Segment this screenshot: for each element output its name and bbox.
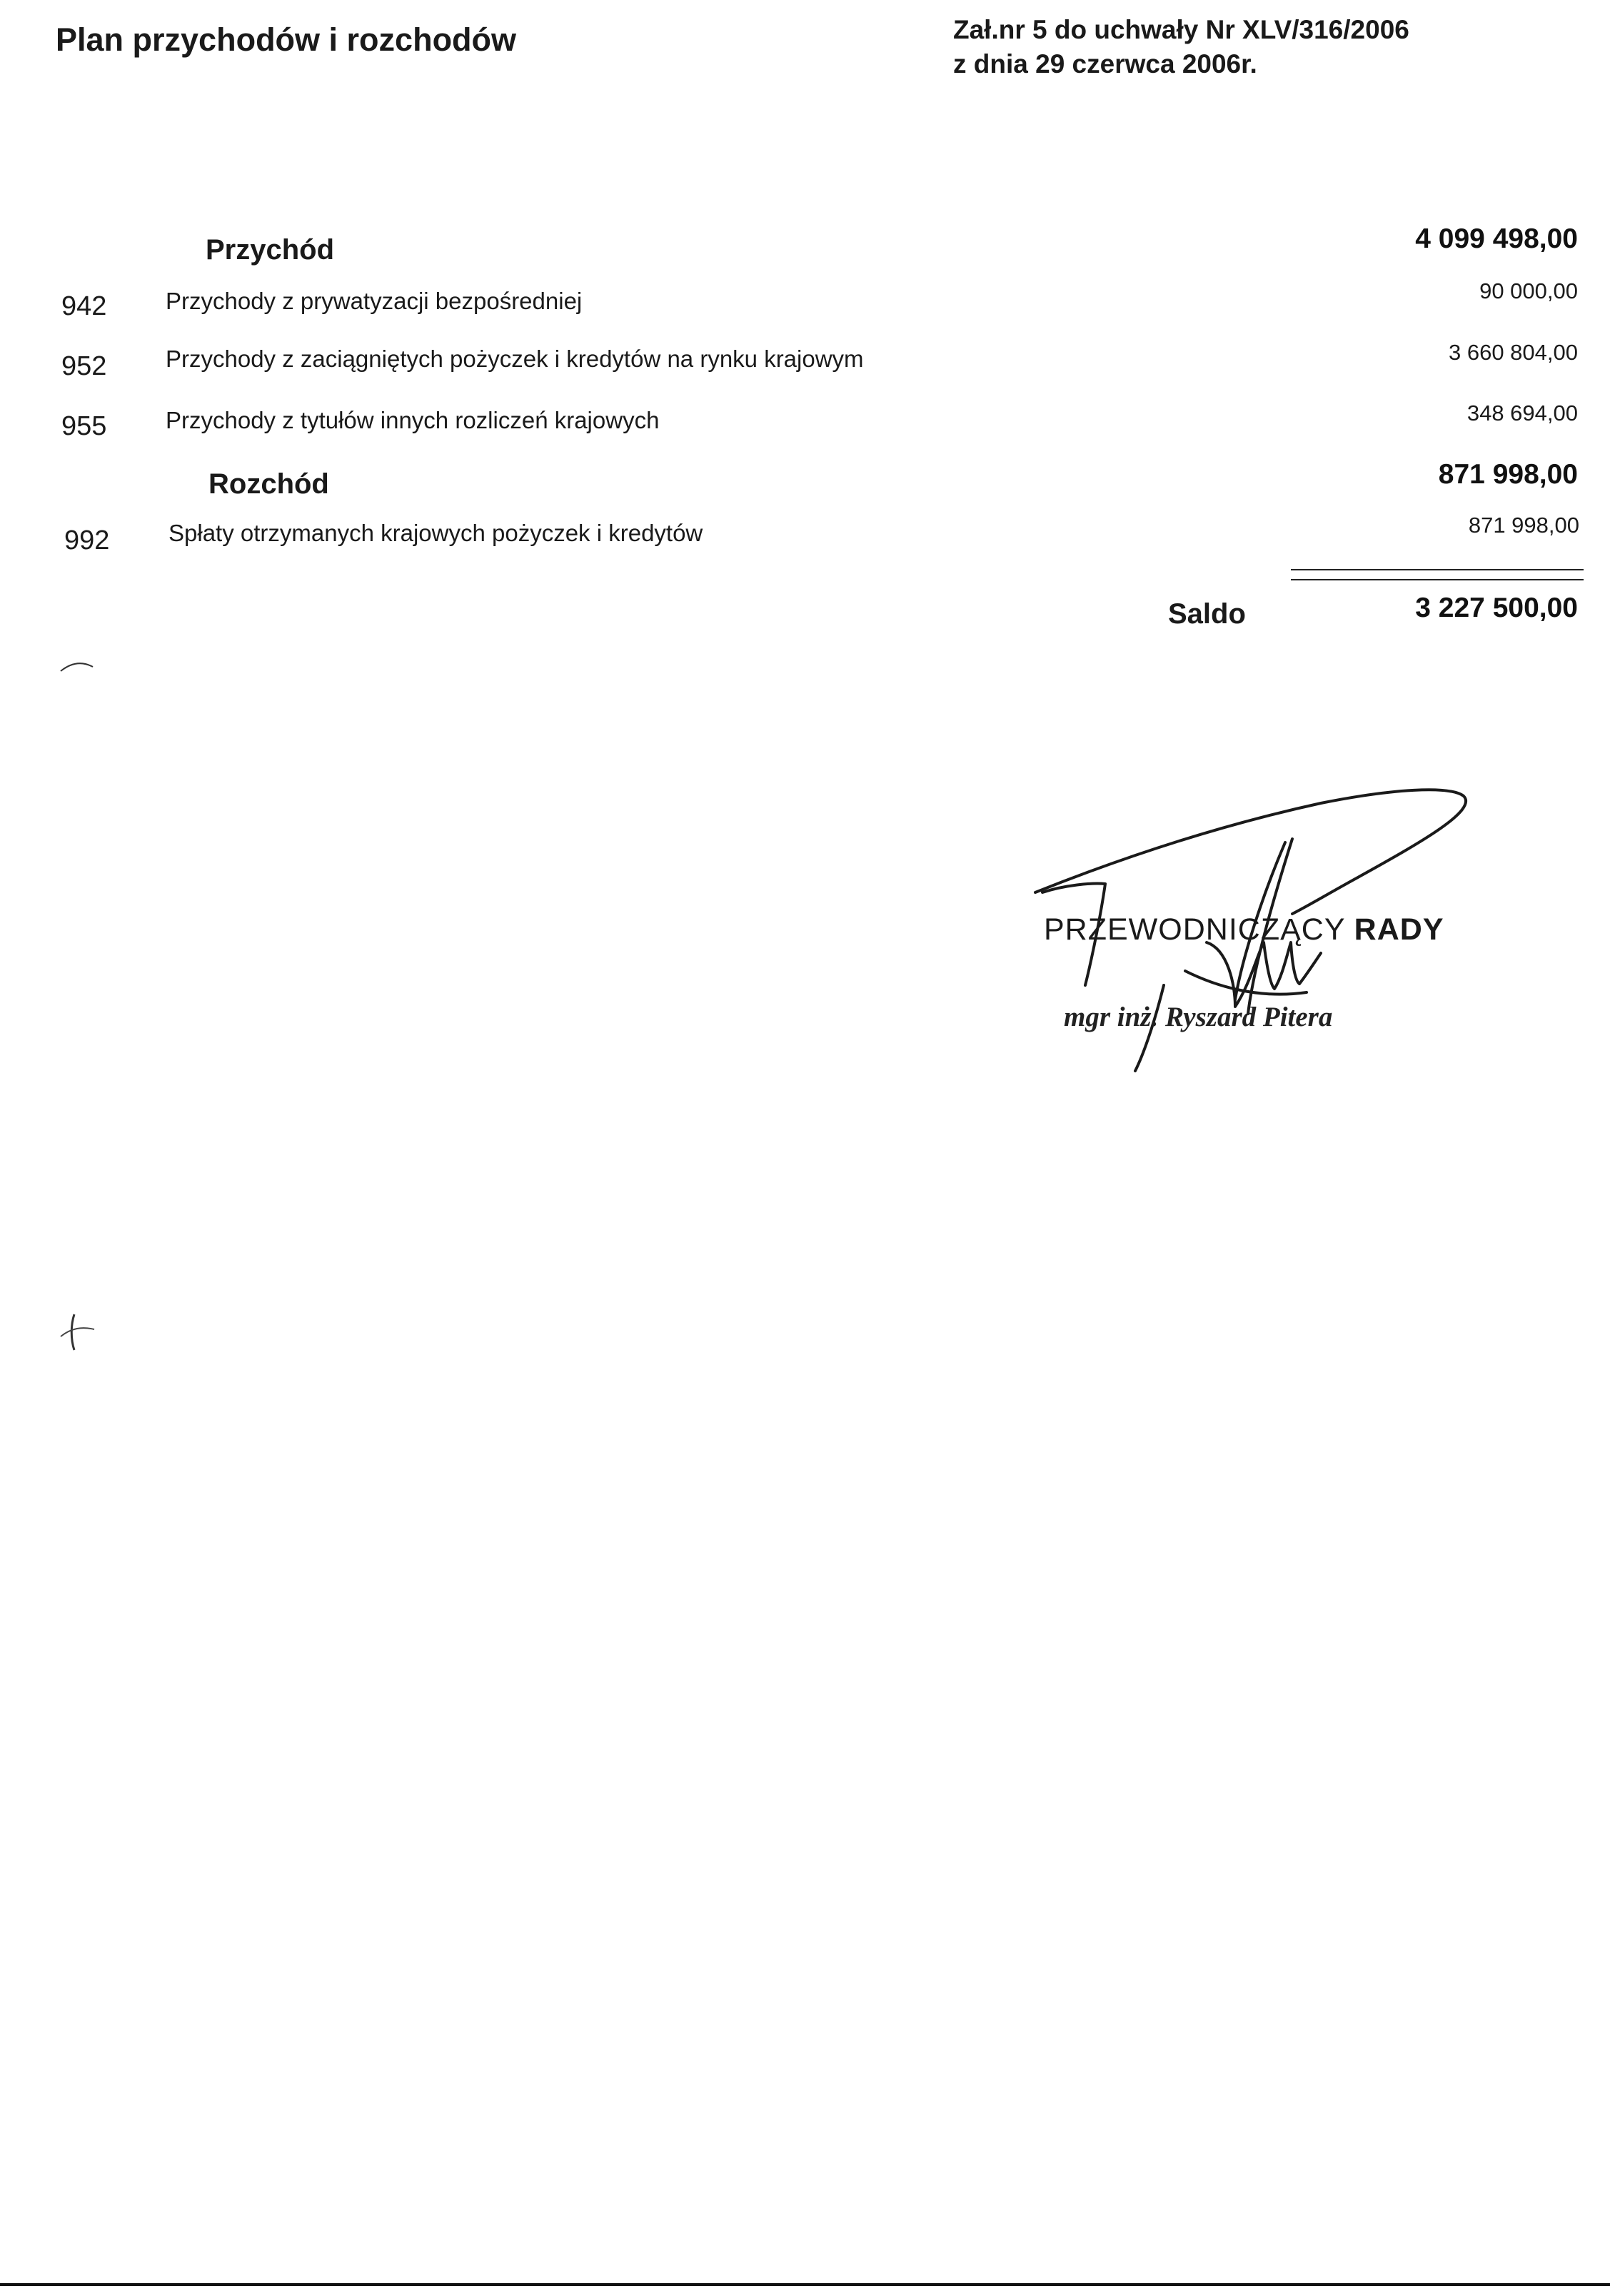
resolution-number: Zał.nr 5 do uchwały Nr XLV/316/2006	[953, 15, 1409, 44]
signatory-title	[1044, 912, 1444, 947]
resolution-date: z dnia 29 czerwca 2006r.	[953, 49, 1257, 79]
row-amount: 3 660 804,00	[1448, 340, 1578, 365]
punch-mark-lower	[57, 1321, 100, 1342]
row-code: 955	[61, 411, 107, 441]
row-label: Przychody z zaciągniętych pożyczek i kredytów na rynku krajowym	[166, 346, 864, 372]
row-amount: 348 694,00	[1466, 401, 1578, 426]
row-amount: 871 998,00	[1468, 513, 1579, 538]
row-label: Przychody z prywatyzacji bezpośredniej	[166, 288, 583, 314]
signatory-name: mgr inż. Ryszard Pitera	[1064, 1002, 1333, 1032]
row-label: Spłaty otrzymanych krajowych pożyczek i kredytów	[168, 520, 703, 546]
double-rule-bottom	[1291, 579, 1584, 580]
expenditure-heading: Rozchód	[208, 468, 329, 500]
double-rule-top	[1291, 569, 1584, 570]
revenue-total: 4 099 498,00	[1415, 223, 1578, 254]
balance-amount: 3 227 500,00	[1415, 593, 1578, 623]
revenue-heading: Przychód	[206, 234, 335, 266]
signatory-title-council: RADY	[1354, 912, 1444, 947]
balance-label: Saldo	[1168, 598, 1246, 630]
row-amount: 90 000,00	[1479, 278, 1578, 303]
signatory-title-text: PRZEWODNICZĄCY	[1044, 912, 1354, 947]
row-code: 952	[61, 351, 107, 381]
row-code: 992	[64, 525, 110, 555]
expenditure-total: 871 998,00	[1438, 459, 1578, 490]
punch-mark-top	[57, 657, 100, 678]
row-code: 942	[61, 291, 107, 321]
resolution-reference	[953, 13, 1409, 81]
row-label: Przychody z tytułów innych rozliczeń krajowych	[166, 407, 660, 433]
document-title: Plan przychodów i rozchodów	[56, 21, 517, 58]
page-bottom-edge	[0, 2283, 1610, 2286]
